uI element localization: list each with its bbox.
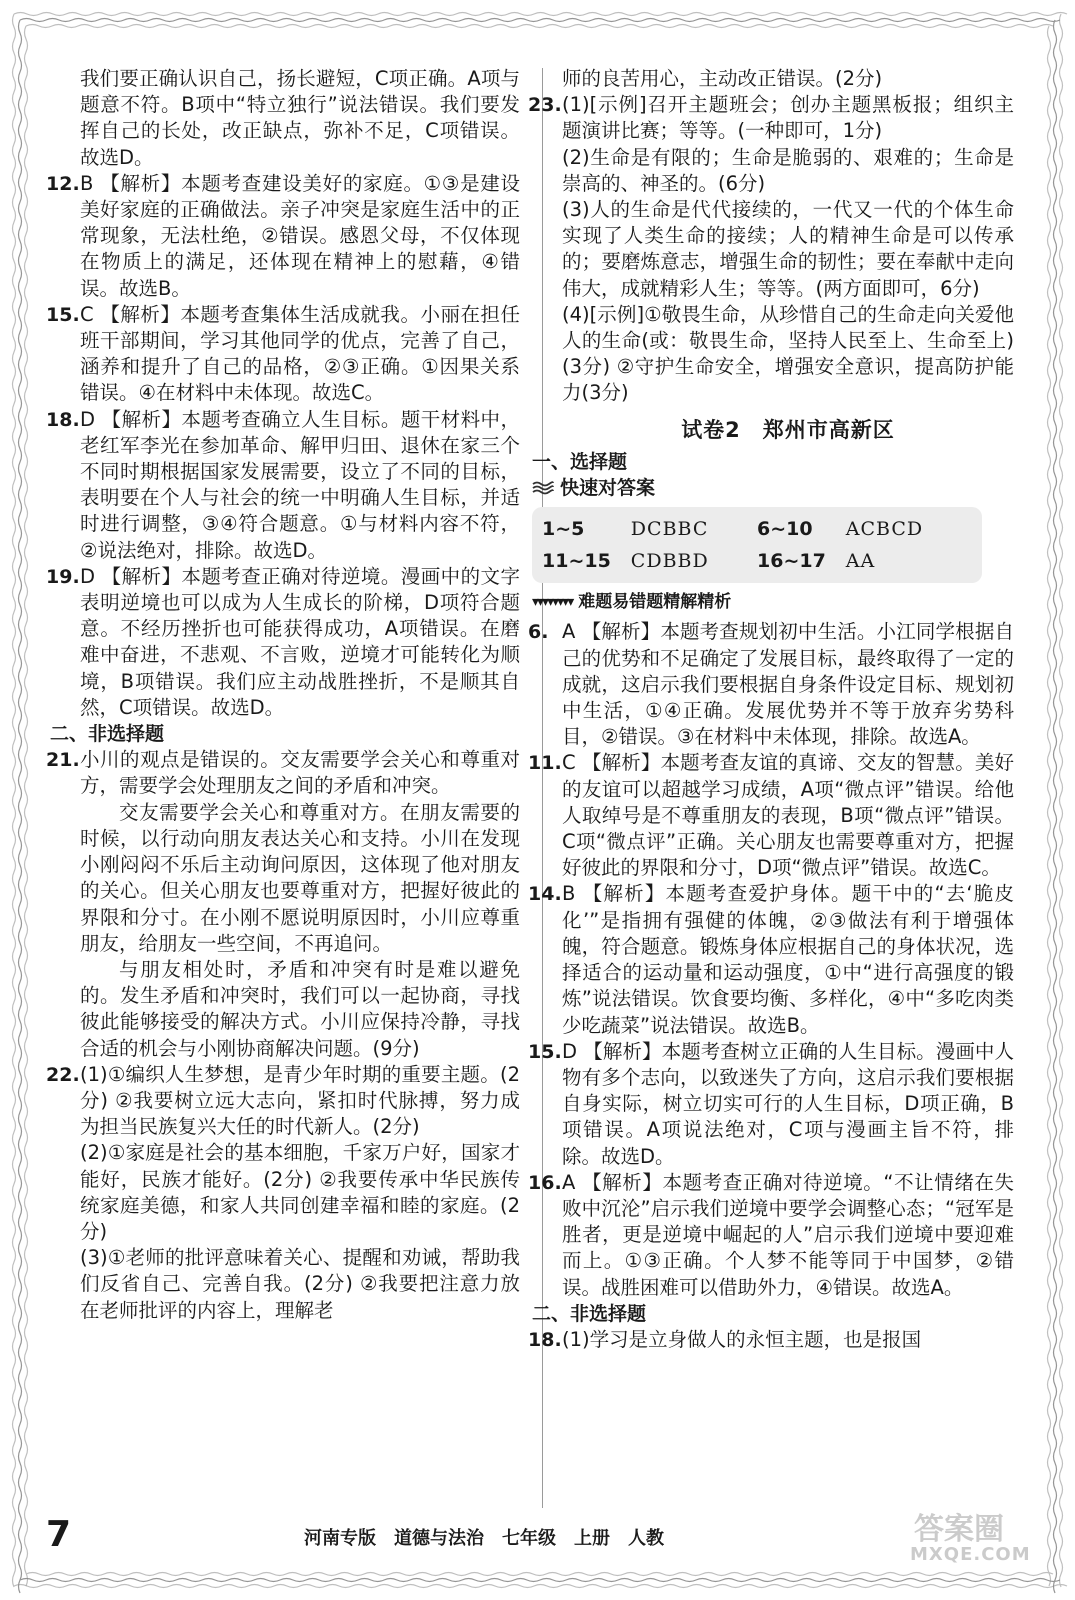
item-text: D 【解析】本题考查确立人生目标。题干材料中，老红军李光在参加革命、解甲归田、退休在家三个不同时期根据国家发展需要，设立了不同的目标，表明要在个人与社会的统一中明确人生目标，并适时进行调整，③④符合题意。①与材料内容不符，②说法绝对，排除。故选D。: [80, 407, 520, 562]
answer-item-18: [46, 407, 520, 564]
item-text: D 【解析】本题考查正确对待逆境。漫画中的文字表明逆境也可以成为人生成长的阶梯，D项符合题意。不经历挫折也可能获得成功，A项错误。在磨难中奋进，不悲观、不言败，逆境才可能转化为顺境，B项错误。我们应主动战胜挫折，不是顺其自然，C项错误。故选D。: [80, 564, 520, 719]
answer-item-18b: [528, 1327, 1014, 1353]
answer-item-22: [46, 1062, 520, 1324]
left-column: [46, 66, 520, 1324]
answers-row: [542, 513, 972, 545]
item-paragraph: (2)生命是有限的；生命是脆弱的、艰难的；生命是崇高的、神圣的。(6分): [562, 145, 1014, 195]
answer-item-12: [46, 171, 520, 302]
answer-value: ACBCD: [845, 518, 924, 541]
answer-item-19: [46, 564, 520, 721]
answers-row: [542, 545, 972, 577]
item-paragraph: (3)人的生命是代代接续的，一代又一代的个体生命实现了人类生命的接续；人的精神生命是可以传承的；要磨炼意志，增强生命的韧性；要在奉献中走向伟大，成就精彩人生；等等。(两方面即可，6分): [562, 198, 1014, 300]
answer-range: 1~5: [542, 518, 585, 541]
continued-paragraph: 师的良苦用心，主动改正错误。(2分): [562, 67, 883, 90]
site-watermark: [910, 1504, 1030, 1574]
answer-range: 16~17: [757, 550, 826, 573]
quick-answers-heading: [532, 475, 1014, 501]
wave-icon: [532, 480, 554, 496]
analysis-label: 难题易错题精解精析: [578, 592, 732, 613]
item-text: (1)①编织人生梦想，是青少年时期的重要主题。(2分) ②我要树立远大志向，紧扣时代脉搏，努力成为担当民族复兴大任的时代新人。(2分): [80, 1062, 520, 1139]
item-number: 12.: [46, 172, 80, 195]
answer-value: DCBBC: [630, 518, 709, 541]
item-text: D 【解析】本题考查树立正确的人生目标。漫画中人物有多个志向，以致迷失了方向，这启示我们要根据自身实际，树立切实可行的人生目标，D项正确，B项错误。A项说法绝对，C项与漫画主旨不符，排除。故选D。: [562, 1039, 1014, 1168]
quick-answers-label: 快速对答案: [560, 477, 656, 500]
item-text: C 【解析】本题考查友谊的真谛、交友的智慧。美好的友谊可以超越学习成绩，A项“微点评”错误。给他人取绰号是不尊重朋友的表现，B项“微点评”错误。C项“微点评”正确。关心朋友也需要尊重对方，把握好彼此的界限和分寸，D项“微点评”错误。故选C。: [562, 751, 1014, 880]
item-paragraph: 与朋友相处时，矛盾和冲突有时是难以避免的。发生矛盾和冲突时，我们可以一起协商，寻找彼此能够接受的解决方式。小川应保持冷静，寻找合适的机会与小刚协商解决问题。(9分): [80, 957, 520, 1060]
item-number: 16.: [528, 1171, 562, 1194]
item-text: C 【解析】本题考查集体生活成就我。小丽在担任班干部期间，学习其他同学的优点，完善了自己，涵养和提升了自己的品格，②③正确。①因果关系错误。④在材料中未体现。故选C。: [80, 302, 520, 405]
footer-book-info: 河南专版 道德与法治 七年级 上册 人教: [304, 1528, 664, 1549]
watermark-logo: 答案圈: [914, 1512, 1004, 1547]
item-paragraph: (3)①老师的批评意味着关心、提醒和劝诫，帮助我们反省自己、完善自我。(2分) ②我要把注意力放在老师批评的内容上，理解老: [80, 1246, 520, 1322]
watermark-url: MXQE.COM: [910, 1544, 1031, 1565]
column-divider: [542, 68, 543, 1508]
item-paragraph: 交友需要学会关心和尊重对方。在朋友需要的时候，以行动向朋友表达关心和支持。小川在发现小刚闷闷不乐后主动询问原因，这体现了他对朋友的关心。但关心朋友也要尊重对方，把握好彼此的界限和分寸。在小刚不愿说明原因时，小川应尊重朋友，给朋友一些空间，不再追问。: [80, 800, 520, 955]
analysis-heading: [532, 589, 1014, 615]
item-number: 6.: [528, 621, 549, 644]
item-number: 15.: [528, 1040, 562, 1063]
answer-item-15b: [528, 1039, 1014, 1170]
answer-item-14: [528, 881, 1014, 1038]
item-text: (1)[示例]召开主题班会；创办主题黑板报；组织主题演讲比赛；等等。(一种即可，1分): [562, 93, 1014, 143]
item-text: B 【解析】本题考查建设美好的家庭。①③是建设美好家庭的正确做法。亲子冲突是家庭生活中的正常现象，无法杜绝，②错误。感恩父母，不仅体现在物质上的满足，还体现在精神上的慰藉，④错误。故选B。: [80, 171, 520, 300]
item-number: 22.: [46, 1063, 80, 1086]
page-footer: [46, 1514, 1006, 1564]
item-number: 11.: [528, 752, 562, 775]
arrows-icon: ▾▾▾▾▾▾▾▾: [532, 594, 573, 611]
item-number: 18.: [46, 408, 80, 431]
item-text: B 【解析】本题考查爱护身体。题干中的“去‘脆皮化’”是指拥有强健的体魄，②③做法有利于增强体魄，符合题意。锻炼身体应根据自己的身体状况，选择适合的运动量和运动强度，①中“进行高强度的锻炼”说法错误。饮食要均衡、多样化，④中“多吃肉类少吃蔬菜”说法错误。故选B。: [562, 882, 1014, 1037]
answer-page: [46, 66, 1028, 1512]
section-heading-non-choice-2: 二、非选择题: [532, 1302, 647, 1325]
item-number: 18.: [528, 1328, 562, 1351]
intro-paragraph: 我们要正确认识自己，扬长避短，C项正确。A项与题意不符。B项中“特立独行”说法错误。我们要发挥自己的长处，改正缺点，弥补不足，C项错误。故选D。: [80, 67, 520, 169]
section-heading-non-choice: 二、非选择题: [50, 723, 165, 746]
item-number: 14.: [528, 883, 562, 906]
answer-item-6: [528, 619, 1014, 750]
answer-item-11: [528, 750, 1014, 881]
item-text: A 【解析】本题考查正确对待逆境。“不让情绪在失败中沉沦”启示我们逆境中要学会调整心态；“冠军是胜者，更是逆境中崛起的人”启示我们逆境中要迎难而上。①③正确。个人梦不能等同于中国梦，②错误。战胜困难可以借助外力，④错误。故选A。: [562, 1170, 1014, 1299]
item-number: 21.: [46, 749, 80, 772]
item-paragraph: (2)①家庭是社会的基本细胞，千家万户好，国家才能好，民族才能好。(2分) ②我要传承中华民族传统家庭美德，和家人共同创建幸福和睦的家庭。(2分): [80, 1141, 520, 1243]
quick-answers-box: [532, 507, 982, 583]
answer-item-15: [46, 302, 520, 407]
item-number: 15.: [46, 303, 80, 326]
item-paragraph: (4)[示例]①敬畏生命，从珍惜自己的生命走向关爱他人的生命(或：敬畏生命，坚持人民至上、生命至上)(3分) ②守护生命安全，增强安全意识，提高防护能力(3分): [562, 302, 1014, 405]
answer-range: 6~10: [757, 518, 813, 541]
item-text: A 【解析】本题考查规划初中生活。小江同学根据自己的优势和不足确定了发展目标，最终取得了一定的成就，这启示我们要根据自身条件设定目标、规划初中生活，①④正确。发展优势并不等于放弃劣势科目，②错误。③在材料中未体现，排除。故选A。: [562, 620, 1014, 749]
section-heading-choice: 一、选择题: [532, 450, 628, 473]
item-text: 小川的观点是错误的。交友需要学会关心和尊重对方，需要学会处理朋友之间的矛盾和冲突。: [80, 748, 520, 798]
item-text: (1)学习是立身做人的永恒主题，也是报国: [562, 1327, 922, 1351]
page-number: 7: [46, 1514, 72, 1555]
answer-item-16: [528, 1170, 1014, 1301]
item-number: 19.: [46, 565, 80, 588]
answer-item-23: [528, 92, 1014, 406]
answer-value: AA: [845, 550, 876, 573]
answer-item-21: [46, 747, 520, 1061]
answer-range: 11~15: [542, 550, 611, 573]
paper-title: 试卷2 郑州市高新区: [681, 417, 895, 442]
item-number: 23.: [528, 94, 562, 117]
right-column: [528, 66, 1014, 1353]
answer-value: CDBBD: [630, 550, 709, 573]
